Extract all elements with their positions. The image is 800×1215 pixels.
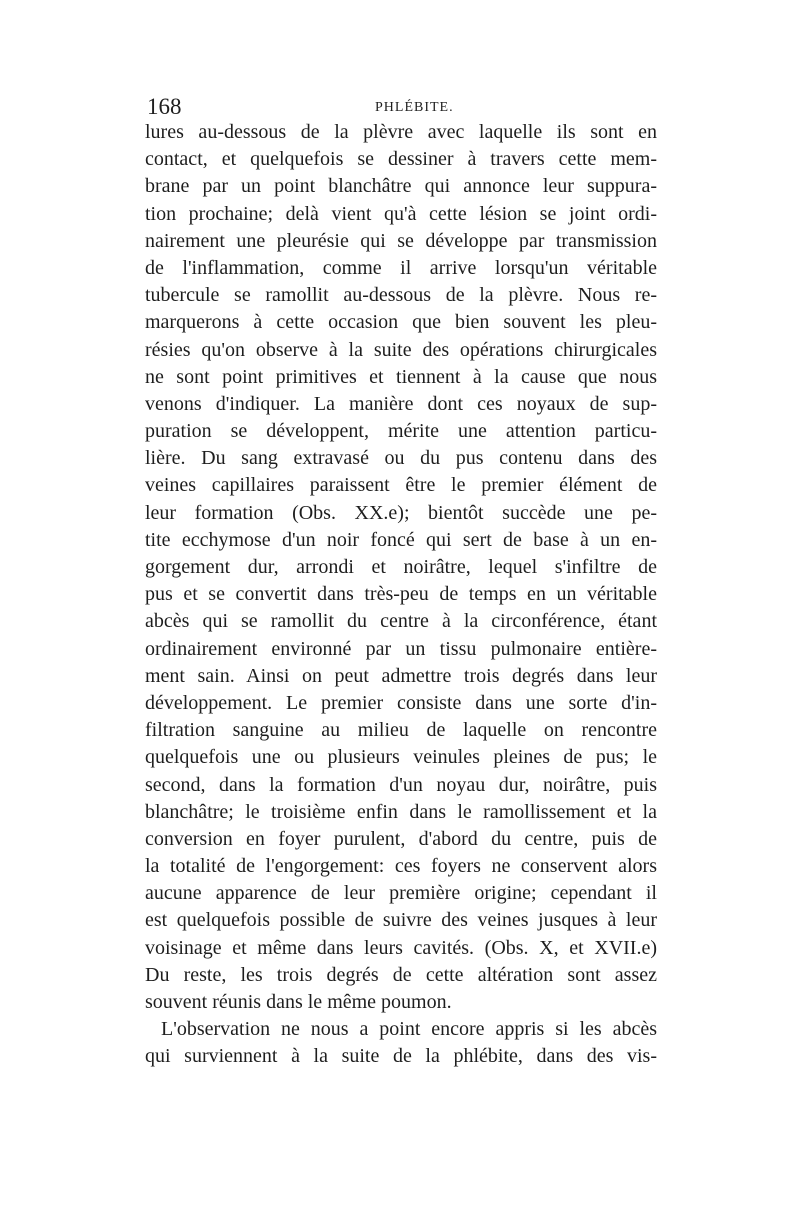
text-line: L'observation ne nous a point encore appris si les abcès [161, 1018, 657, 1041]
text-line: développement. Le premier consiste dans une sorte d'in- [145, 691, 657, 714]
text-line: souvent réunis dans le même poumon. [145, 991, 452, 1013]
text-line: de l'inflammation, comme il arrive lorsqu'un véritable [145, 256, 657, 279]
text-line: blanchâtre; le troisième enfin dans le ramollissement et la [145, 800, 657, 823]
body-text [145, 119, 657, 1071]
text-line: nairement une pleurésie qui se développe par transmission [145, 229, 657, 252]
text-line: est quelquefois possible de suivre des veines jusques à leur [145, 909, 657, 932]
text-line: quelquefois une ou plusieurs veinules pleines de pus; le [145, 746, 657, 769]
text-line: la totalité de l'engorgement: ces foyers ne conservent alors [145, 855, 657, 878]
text-line: ordinairement environné par un tissu pulmonaire entière- [145, 637, 657, 660]
text-line: voisinage et même dans leurs cavités. (Obs. X, et XVII.e) [145, 936, 657, 959]
text-line: ment sain. Ainsi on peut admettre trois degrés dans leur [145, 664, 657, 687]
text-line: marquerons à cette occasion que bien souvent les pleu- [145, 311, 657, 334]
text-line: brane par un point blanchâtre qui annonce leur suppura- [145, 175, 657, 198]
text-line: puration se développent, mérite une attention particu- [145, 420, 657, 443]
text-line: venons d'indiquer. La manière dont ces noyaux de sup- [145, 392, 657, 415]
text-line: qui surviennent à la suite de la phlébite, dans des vis- [145, 1045, 657, 1068]
text-line: leur formation (Obs. XX.e); bientôt succède une pe- [145, 501, 657, 524]
text-line: contact, et quelquefois se dessiner à travers cette mem- [145, 148, 657, 171]
text-line: tion prochaine; delà vient qu'à cette lésion se joint ordi- [145, 202, 657, 225]
text-line: ne sont point primitives et tiennent à la cause que nous [145, 365, 657, 388]
text-line: lures au-dessous de la plèvre avec laquelle ils sont en [145, 121, 657, 143]
text-line: tubercule se ramollit au-dessous de la plèvre. Nous re- [145, 284, 657, 307]
text-line: abcès qui se ramollit du centre à la circonférence, étant [145, 610, 657, 633]
text-line: lière. Du sang extravasé ou du pus contenu dans des [145, 447, 657, 470]
text-line: résies qu'on observe à la suite des opérations chirurgicales [145, 338, 657, 361]
page-header [147, 94, 657, 120]
text-line: aucune apparence de leur première origine; cependant il [145, 882, 657, 905]
text-line: conversion en foyer purulent, d'abord du centre, puis de [145, 827, 657, 850]
page-number: 168 [147, 94, 182, 119]
running-head: PHLÉBITE. [375, 100, 454, 115]
text-line: tite ecchymose d'un noir foncé qui sert de base à un en- [145, 528, 657, 551]
text-line: Du reste, les trois degrés de cette altération sont assez [145, 963, 657, 986]
text-line: filtration sanguine au milieu de laquelle on rencontre [145, 719, 657, 742]
text-line: gorgement dur, arrondi et noirâtre, lequel s'infiltre de [145, 556, 657, 578]
text-line: veines capillaires paraissent être le premier élément de [145, 474, 657, 497]
text-line: pus et se convertit dans très-peu de temps en un véritable [145, 583, 657, 606]
text-line: second, dans la formation d'un noyau dur, noirâtre, puis [145, 773, 657, 796]
